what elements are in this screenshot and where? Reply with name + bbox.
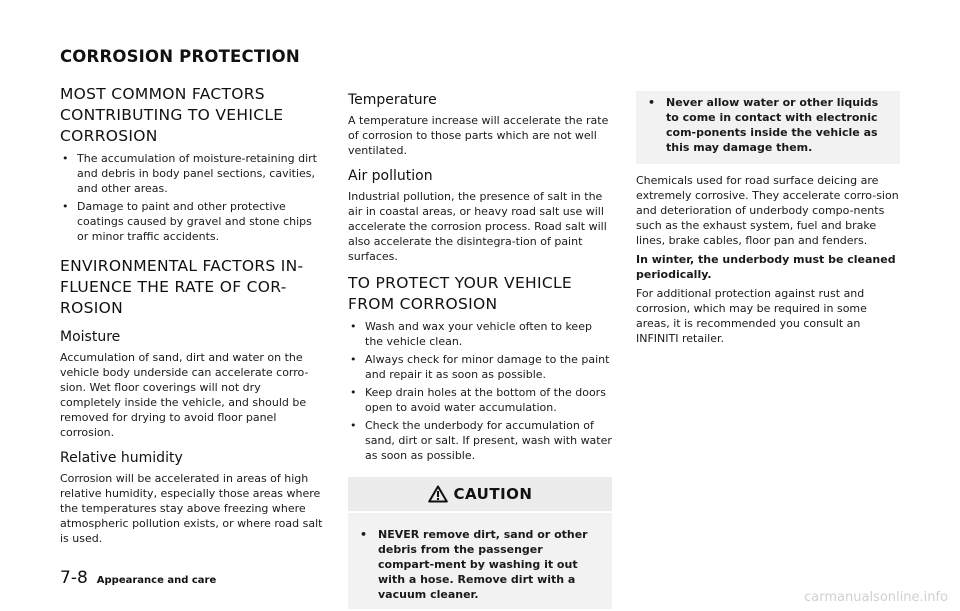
temperature-paragraph: A temperature increase will accelerate the rate of corrosion to those parts which are not well ventilated. (348, 114, 609, 157)
humidity-paragraph: Corrosion will be accelerated in areas of high relative humidity, especially those areas where the temperatures stay above freezing where atmospheric pollution exists, or where road salt is used. (60, 472, 323, 545)
moisture-paragraph: Accumulation of sand, dirt and water on the vehicle body underside can accelerate corro-sion. Wet floor coverings will not dry completely inside the vehicle, and should be removed for drying to avoid floor panel corrosion. (60, 351, 309, 439)
pollution-paragraph: Industrial pollution, the presence of salt in the air in coastal areas, or heavy road salt use will accelerate the corrosion process. Road salt will also accelerate the disintegra-tion of paint surfaces. (348, 190, 607, 263)
caution-box (348, 513, 612, 609)
subheading-moisture: Moisture (60, 329, 121, 345)
watermark: carmanualsonline.info (804, 590, 948, 605)
list-item-text: Never allow water or other liquids to come in contact with electronic com-ponents inside the vehicle as this may damage them. (666, 96, 879, 154)
protect-list (348, 319, 612, 463)
list-item (358, 527, 602, 602)
list-item-text: Check the underbody for accumulation of sand, dirt or salt. If present, wash with water as soon as possible. (365, 419, 612, 462)
list-item (60, 199, 324, 244)
subheading-air-pollution: Air pollution (348, 168, 433, 184)
caution-label: CAUTION (453, 485, 533, 503)
subheading-temperature: Temperature (348, 92, 437, 108)
bullet-icon: • (350, 386, 357, 399)
list-item-text: Wash and wax your vehicle often to keep the vehicle clean. (365, 320, 592, 348)
bullet-icon: • (350, 320, 357, 333)
bullet-icon: • (350, 353, 357, 366)
column-right (636, 91, 900, 346)
chemicals-paragraph: Chemicals used for road surface deicing are extremely corrosive. They accelerate corro-sion and deterioration of underbody compo-nents such as the exhaust system, fuel and brake lines, brake cables, floor pan and fenders. (636, 174, 899, 247)
page-footer (60, 568, 216, 588)
list-item-text: Keep drain holes at the bottom of the doors open to avoid water accumulation. (365, 386, 606, 414)
caution-list-continued (646, 95, 890, 155)
factors-list (60, 151, 324, 244)
footer-section-name: Appearance and care (96, 575, 217, 586)
page-number: 7-8 (60, 568, 88, 588)
warning-triangle-icon (428, 485, 448, 503)
heading-environmental-factors: ENVIRONMENTAL FACTORS IN-FLUENCE THE RATE OF COR-ROSION (60, 257, 304, 317)
caution-box-continued (636, 91, 900, 164)
list-item-text: Always check for minor damage to the paint and repair it as soon as possible. (365, 353, 610, 381)
bullet-icon: • (360, 528, 368, 541)
column-middle (348, 91, 612, 609)
winter-paragraph: In winter, the underbody must be cleaned periodically. (636, 253, 896, 281)
list-item (646, 95, 890, 155)
list-item (60, 151, 324, 196)
list-item-text: The accumulation of moisture-retaining dirt and debris in body panel sections, cavities, and other areas. (77, 152, 317, 195)
additional-protection-paragraph: For additional protection against rust and corrosion, which may be required in some areas, it is recommended you consult an INFINITI retailer. (636, 287, 867, 345)
subheading-relative-humidity: Relative humidity (60, 450, 183, 466)
list-item-text: NEVER remove dirt, sand or other debris from the passenger compart-ment by washing it out with a hose. Remove dirt with a vacuum cleaner. (378, 528, 588, 601)
column-left (60, 84, 324, 546)
caution-list (358, 527, 602, 602)
heading-protect-vehicle: TO PROTECT YOUR VEHICLE FROM CORROSION (348, 274, 573, 313)
list-item (348, 352, 612, 382)
heading-common-factors: MOST COMMON FACTORS CONTRIBUTING TO VEHICLE CORROSION (60, 85, 284, 145)
list-item (348, 418, 612, 463)
list-item-text: Damage to paint and other protective coatings caused by gravel and stone chips or minor traffic accidents. (77, 200, 312, 243)
bullet-icon: • (62, 200, 69, 213)
page-section-title: CORROSION PROTECTION (60, 47, 300, 66)
list-item (348, 385, 612, 415)
bullet-icon: • (350, 419, 357, 432)
list-item (348, 319, 612, 349)
bullet-icon: • (62, 152, 69, 165)
caution-header (348, 477, 612, 511)
bullet-icon: • (648, 96, 656, 109)
